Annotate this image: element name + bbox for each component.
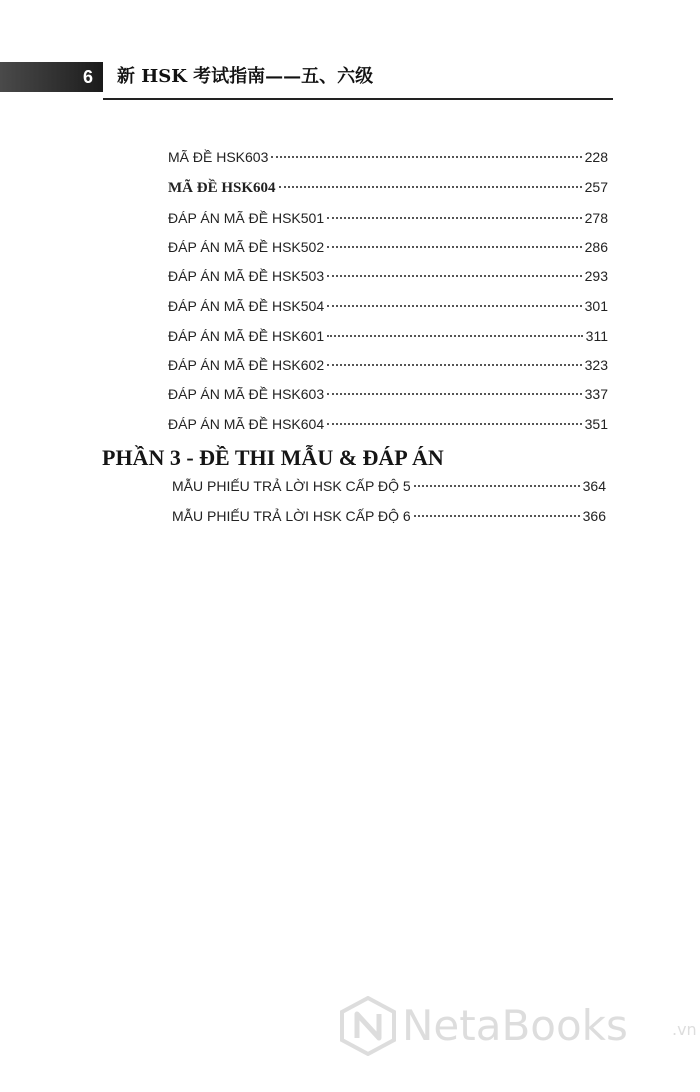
toc-entry [168,414,608,434]
dot-leader [327,275,582,277]
toc-entry [172,506,606,526]
toc-entry [168,237,608,257]
toc-entry [168,326,608,346]
dot-leader [327,305,582,307]
toc-entry-label: ĐÁP ÁN MÃ ĐỀ HSK503 [168,268,325,284]
toc-entry-page: 278 [584,210,608,226]
toc-entry [168,208,608,228]
watermark [340,992,697,1062]
running-header-title: 新 HSK 考试指南——五、六级 [117,66,374,87]
dot-leader [327,246,582,248]
toc-entry-label: ĐÁP ÁN MÃ ĐỀ HSK604 [168,416,325,432]
dot-leader [414,515,580,517]
toc-entry-page: 337 [584,386,608,402]
toc-entry-label: ĐÁP ÁN MÃ ĐỀ HSK603 [168,386,325,402]
toc-entry-page: 301 [584,298,608,314]
dot-leader [271,156,581,158]
header-rule [103,98,613,100]
toc-entry-page: 366 [582,508,606,524]
toc-entry [168,355,608,375]
toc-entry-label: ĐÁP ÁN MÃ ĐỀ HSK504 [168,298,325,314]
toc-entry [168,266,608,286]
toc-entry-label: ĐÁP ÁN MÃ ĐỀ HSK602 [168,357,325,373]
watermark-brand: NetaBooks [402,1001,628,1050]
dot-leader [327,423,582,425]
toc-entry [168,296,608,316]
toc-entry-page: 364 [582,478,606,494]
dot-leader [414,485,580,487]
toc-entry-page: 286 [584,239,608,255]
toc-entry-label: ĐÁP ÁN MÃ ĐỀ HSK501 [168,210,325,226]
toc-entry-page: 293 [584,268,608,284]
toc-entry-label: MẪU PHIẾU TRẢ LỜI HSK CẤP ĐỘ 5 [172,478,411,494]
toc-entry [168,147,608,167]
toc-entry-label: ĐÁP ÁN MÃ ĐỀ HSK502 [168,239,325,255]
toc-entry [168,384,608,404]
toc-entry-page: 257 [584,179,608,195]
dot-leader [279,186,582,188]
toc-entry-page: 323 [584,357,608,373]
toc-entry-page: 311 [585,328,608,344]
toc-entry-label: MẪU PHIẾU TRẢ LỜI HSK CẤP ĐỘ 6 [172,508,411,524]
dot-leader [327,364,582,366]
toc-entry-page: 228 [584,149,608,165]
section-heading: PHẦN 3 - ĐỀ THI MẪU & ĐÁP ÁN [102,445,444,470]
dot-leader [327,335,583,337]
toc-entry [172,476,606,496]
toc-entry-label: ĐÁP ÁN MÃ ĐỀ HSK601 [168,328,325,344]
netabooks-logo-icon [340,996,396,1056]
toc-entry-label: MÃ ĐỀ HSK603 [168,149,269,165]
toc-entry [168,177,608,197]
dot-leader [327,393,582,395]
toc-entry-page: 351 [584,416,608,432]
page-number: 6 [82,67,93,87]
toc-entry-label: MÃ ĐỀ HSK604 [168,180,276,196]
watermark-suffix: .vn [672,1020,697,1039]
dot-leader [327,217,582,219]
